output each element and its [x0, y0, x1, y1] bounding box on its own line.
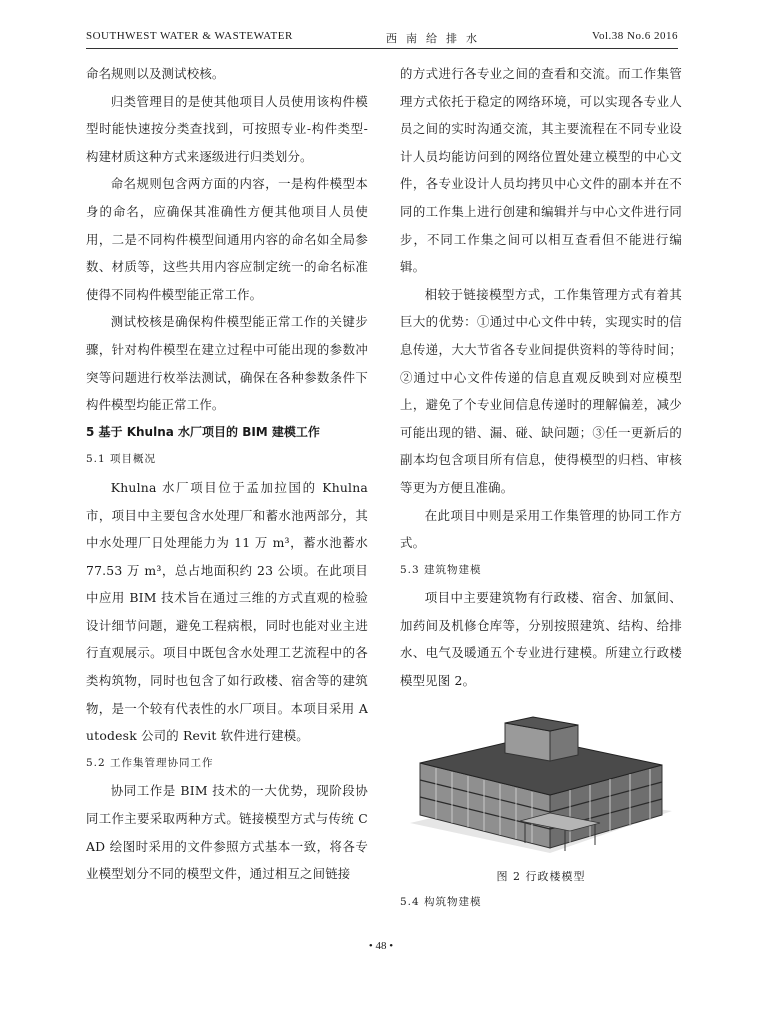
section-heading: 5 基于 Khulna 水厂项目的 BIM 建模工作: [86, 424, 320, 439]
paragraph: 命名规则以及测试校核。: [86, 66, 225, 81]
paragraph: 命名规则包含两方面的内容，一是构件模型本身的命名，应确保其准确性方便其他项目人员使用，二是不同构件模型间通用内容的命名如全局参数、材质等，这些共用内容应制定统一的命名标准使得不同构件模型能正常工作。: [86, 176, 368, 302]
header-rule: [86, 48, 678, 49]
paragraph: 项目中主要建筑物有行政楼、宿舍、加氯间、加药间及机修仓库等，分别按照建筑、结构、给排水、电气及暖通五个专业进行建模。所建立行政楼模型见图 2。: [400, 590, 682, 689]
paragraph: 相较于链接模型方式，工作集管理方式有着其巨大的优势：①通过中心文件中转，实现实时的信息传递，大大节省各专业间提供资料的等待时间；②通过中心文件传递的信息直观反映到对应模型上，避免了个专业间信息传递时的理解偏差，减少可能出现的错、漏、碰、缺问题；③任一更新后的副本均包含项目所有信息，使得模型的归档、审核等更为方便且准确。: [400, 286, 682, 495]
paragraph: 归类管理目的是使其他项目人员使用该构件模型时能快速按分类查找到，可按照专业-构件类型-构建材质这种方式来逐级进行归类划分。: [86, 93, 368, 164]
paragraph: 的方式进行各专业之间的查看和交流。而工作集管理方式依托于稳定的网络环境，可以实现各专业人员之间的实时沟通交流，其主要流程在不同专业设计人员均能访问到的网络位置处建立模型的中心文件，各专业设计人员均拷贝中心文件的副本并在不同的工作集上进行创建和编辑并与中心文件进行同步，不同工作集之间可以相互查看但不能进行编辑。: [400, 66, 682, 275]
subsection-heading: 5.4 构筑物建模: [400, 895, 482, 908]
paragraph: 测试校核是确保构件模型能正常工作的关键步骤，针对构件模型在建立过程中可能出现的参数冲突等问题进行枚举法测试，确保在各种参数条件下构件模型均能正常工作。: [86, 314, 368, 413]
left-column: [86, 60, 368, 888]
journal-name-chinese: 西南给排水: [386, 32, 486, 45]
subsection-heading: 5.3 建筑物建模: [400, 563, 482, 576]
running-header: [86, 28, 678, 46]
volume-issue: Vol.38 No.6 2016: [591, 30, 678, 42]
subsection-heading: 5.1 项目概况: [86, 453, 157, 466]
journal-name-english: SOUTHWEST WATER & WASTEWATER: [86, 30, 293, 42]
figure-admin-building-model: [400, 703, 682, 861]
figure-caption: 图 2 行政楼模型: [496, 869, 586, 883]
paragraph: 在此项目中则是采用工作集管理的协同工作方式。: [400, 507, 682, 551]
paragraph: Khulna 水厂项目位于孟加拉国的 Khulna 市，项目中主要包含水处理厂和蓄水池两部分，其中水处理厂日处理能力为 11 万 m³，蓄水池蓄水 77.53 万 m³，总占地面积约 23 公顷。在此项目中应用 BIM 技术旨在通过三维的方式直观的检验设计细节问题，避免工程病根，同时也能对业主进行直观展示。项目中既包含水处理工艺流程中的各类构筑物，同时也包含了如行政楼、宿舍等的建筑物，是一个较有代表性的水厂项目。本项目采用 Autodesk 公司的 Revit 软件进行建模。: [86, 479, 368, 744]
building-model-illustration: [400, 703, 682, 861]
right-column: [400, 60, 682, 916]
paragraph: 协同工作是 BIM 技术的一大优势，现阶段协同工作主要采取两种方式。链接模型方式与传统 CAD 绘图时采用的文件参照方式基本一致，将各专业模型划分不同的模型文件，通过相互之间链接: [86, 783, 368, 882]
page-number: • 48 •: [368, 940, 394, 952]
subsection-heading: 5.2 工作集管理协同工作: [86, 756, 214, 769]
